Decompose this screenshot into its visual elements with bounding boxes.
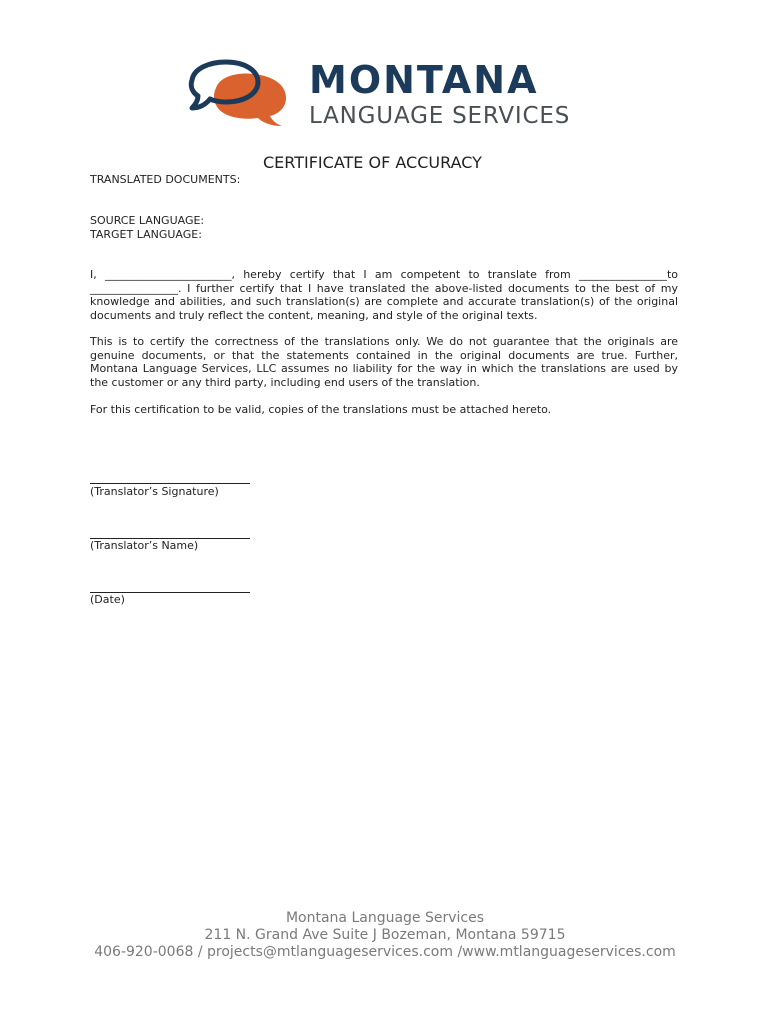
source-language-label: SOURCE LANGUAGE: [90, 214, 205, 227]
date-label: (Date) [90, 593, 125, 606]
document-title: CERTIFICATE OF ACCURACY [263, 153, 482, 172]
footer-contact: 406-920-0068 / projects@mtlanguageservices.com /www.mtlanguageservices.com [94, 944, 676, 960]
company-logo [186, 58, 586, 134]
certification-paragraph: I, _______________________, hereby certify that I am competent to translate from ________________to ________________. I further certify that I have translated the above-listed documents to the best of my knowledge and abilities, and such translation(s) are complete and accurate translation(s) of the original documents and truly reflect the content, meaning, and style of the original texts. [90, 268, 678, 323]
logo-subtitle: LANGUAGE SERVICES [309, 103, 571, 129]
footer-company: Montana Language Services [285, 910, 485, 926]
translator-signature-label: (Translator’s Signature) [90, 485, 219, 498]
validity-paragraph: For this certification to be valid, copies of the translations must be attached hereto. [90, 403, 552, 416]
translated-documents-label: TRANSLATED DOCUMENTS: [90, 173, 241, 186]
footer-address: 211 N. Grand Ave Suite J Bozeman, Montana 59715 [204, 927, 566, 943]
signature-line [90, 483, 250, 484]
speech-bubbles-icon [186, 58, 292, 130]
disclaimer-paragraph: This is to certify the correctness of the translations only. We do not guarantee that the originals are genuine documents, or that the statements contained in the original documents are true. Further, Montana Language Services, LLC assumes no liability for the way in which the translations are used by the customer or any third party, including end users of the translation. [90, 335, 678, 390]
translator-name-label: (Translator’s Name) [90, 539, 199, 552]
target-language-label: TARGET LANGUAGE: [90, 228, 202, 241]
logo-wordmark: MONTANA [309, 58, 539, 102]
